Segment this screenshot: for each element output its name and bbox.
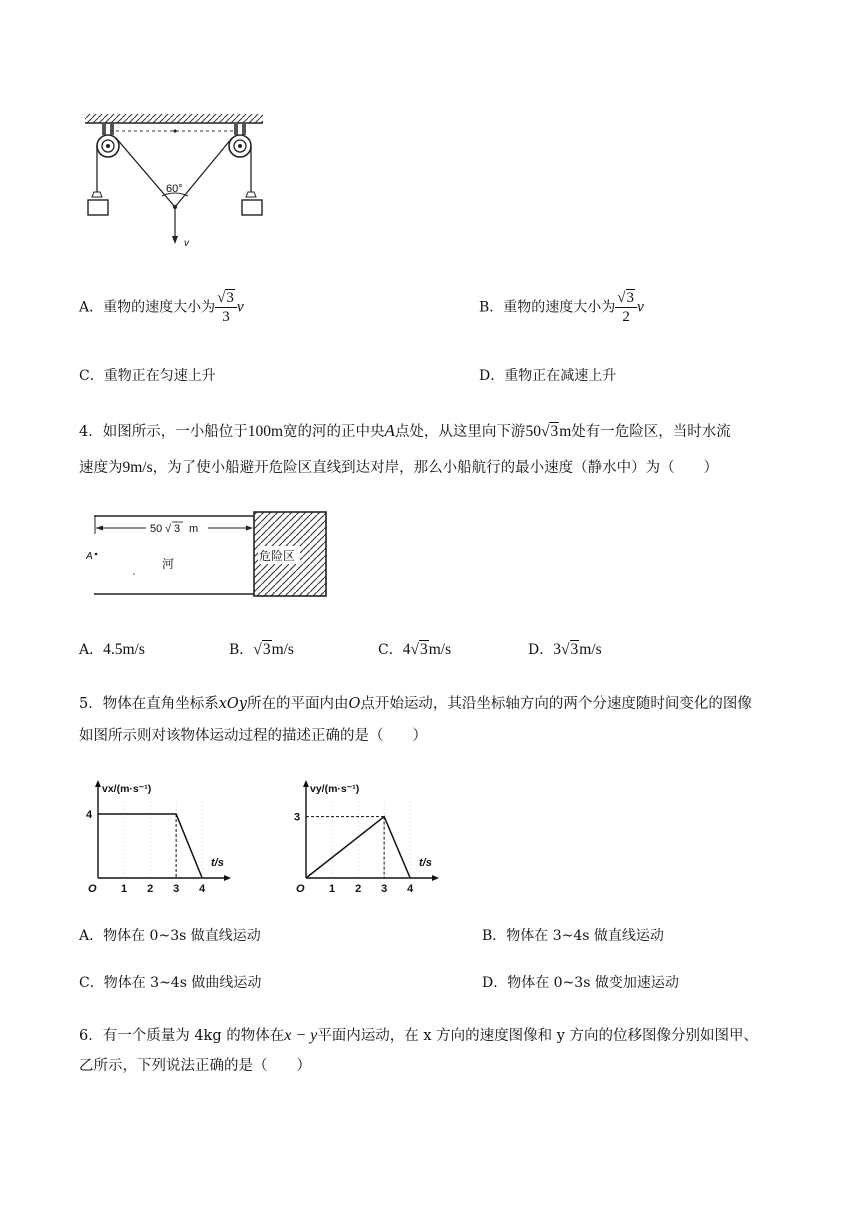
vx-x-tick-4: 4 xyxy=(199,883,206,895)
vy-x-tick-2: 2 xyxy=(355,883,362,895)
weight-right xyxy=(242,200,262,215)
vy-origin-label: O xyxy=(296,883,305,895)
q4-option-b: B．√3m/s xyxy=(229,641,294,658)
svg-text:√: √ xyxy=(165,523,172,535)
vx-y-label: vx/(m·s⁻¹) xyxy=(102,783,152,795)
q4-stem-line2: 速度为9m/s，为了使小船避开危险区直线到达对岸，那么小船航行的最小速度（静水中）为（ ） xyxy=(79,459,719,476)
q5-stem-line2: 如图所示则对该物体运动过程的描述正确的是（ ） xyxy=(79,728,427,744)
vx-y-arrow xyxy=(95,780,101,787)
vy-x-arrow xyxy=(432,875,439,881)
q3-option-d: D．重物正在减速上升 xyxy=(479,368,617,384)
dimension-unit: m xyxy=(189,523,199,535)
vy-x-tick-1: 1 xyxy=(329,883,336,895)
river-figure xyxy=(86,508,332,598)
vy-chart xyxy=(288,780,448,898)
angle-label: 60° xyxy=(166,183,183,195)
point-a-label: A xyxy=(86,551,93,562)
q6-stem-line1: 6．有一个质量为 4kg 的物体在x − y平面内运动，在 x 方向的速度图像和 y 方向的位移图像分别如图甲、 xyxy=(79,1027,759,1044)
vx-x-tick-2: 2 xyxy=(147,883,154,895)
q5-option-a: A．物体在 0~3s 做直线运动 xyxy=(79,928,261,944)
vx-x-arrow xyxy=(224,875,231,881)
vy-y-arrow xyxy=(303,780,309,787)
vy-x-tick-3: 3 xyxy=(381,883,388,895)
vy-x-tick-4: 4 xyxy=(407,883,414,895)
vy-y-label: vy/(m·s⁻¹) xyxy=(310,783,360,795)
vx-chart xyxy=(80,780,240,898)
vx-x-label: t/s xyxy=(211,857,224,869)
velocity-label: v xyxy=(184,238,189,249)
q4-stem-line1: 4．如图所示，一小船位于100m宽的河的正中央A点处，从这里向下游50√3m处有一危险区，当时水流 xyxy=(79,421,731,440)
river-label: 河 xyxy=(162,557,175,571)
ceiling xyxy=(85,114,263,123)
dimension-coef: 50 xyxy=(150,523,163,535)
vx-x-tick-3: 3 xyxy=(173,883,180,895)
q6-stem-line2: 乙所示，下列说法正确的是（ ） xyxy=(79,1058,311,1074)
q5-stem-line1: 5．物体在直角坐标系xOy所在的平面内由O点开始运动，其沿坐标轴方向的两个分速度随时间变化的图像 xyxy=(79,696,752,712)
q5-option-c: C．物体在 3~4s 做曲线运动 xyxy=(79,975,262,991)
q3-option-c: C．重物正在匀速上升 xyxy=(79,368,216,384)
vx-origin-label: O xyxy=(88,883,97,895)
q5-option-b: B．物体在 3~4s 做直线运动 xyxy=(482,928,664,944)
danger-label: 危险区 xyxy=(259,549,296,563)
q3-option-a: A．重物的速度大小为 $\frac{√3}{3}$ v xyxy=(79,290,244,325)
vy-y-tick-3: 3 xyxy=(294,811,301,824)
q5-option-d: D．物体在 0~3s 做变加速运动 xyxy=(482,975,679,991)
dimension-rad: 3 xyxy=(174,523,181,535)
vx-y-tick-4: 4 xyxy=(86,809,93,821)
vy-x-label: t/s xyxy=(419,857,432,869)
vx-x-tick-1: 1 xyxy=(121,883,128,895)
q4-option-a: A．4.5m/s xyxy=(79,641,145,658)
q3-option-b: B．重物的速度大小为 $\frac{√3}{2}$ v xyxy=(479,290,644,325)
weight-left xyxy=(88,200,108,215)
pulley-figure xyxy=(80,112,270,252)
q4-option-d: D．3√3m/s xyxy=(528,641,602,658)
q4-option-c: C．4√3m/s xyxy=(378,641,452,658)
